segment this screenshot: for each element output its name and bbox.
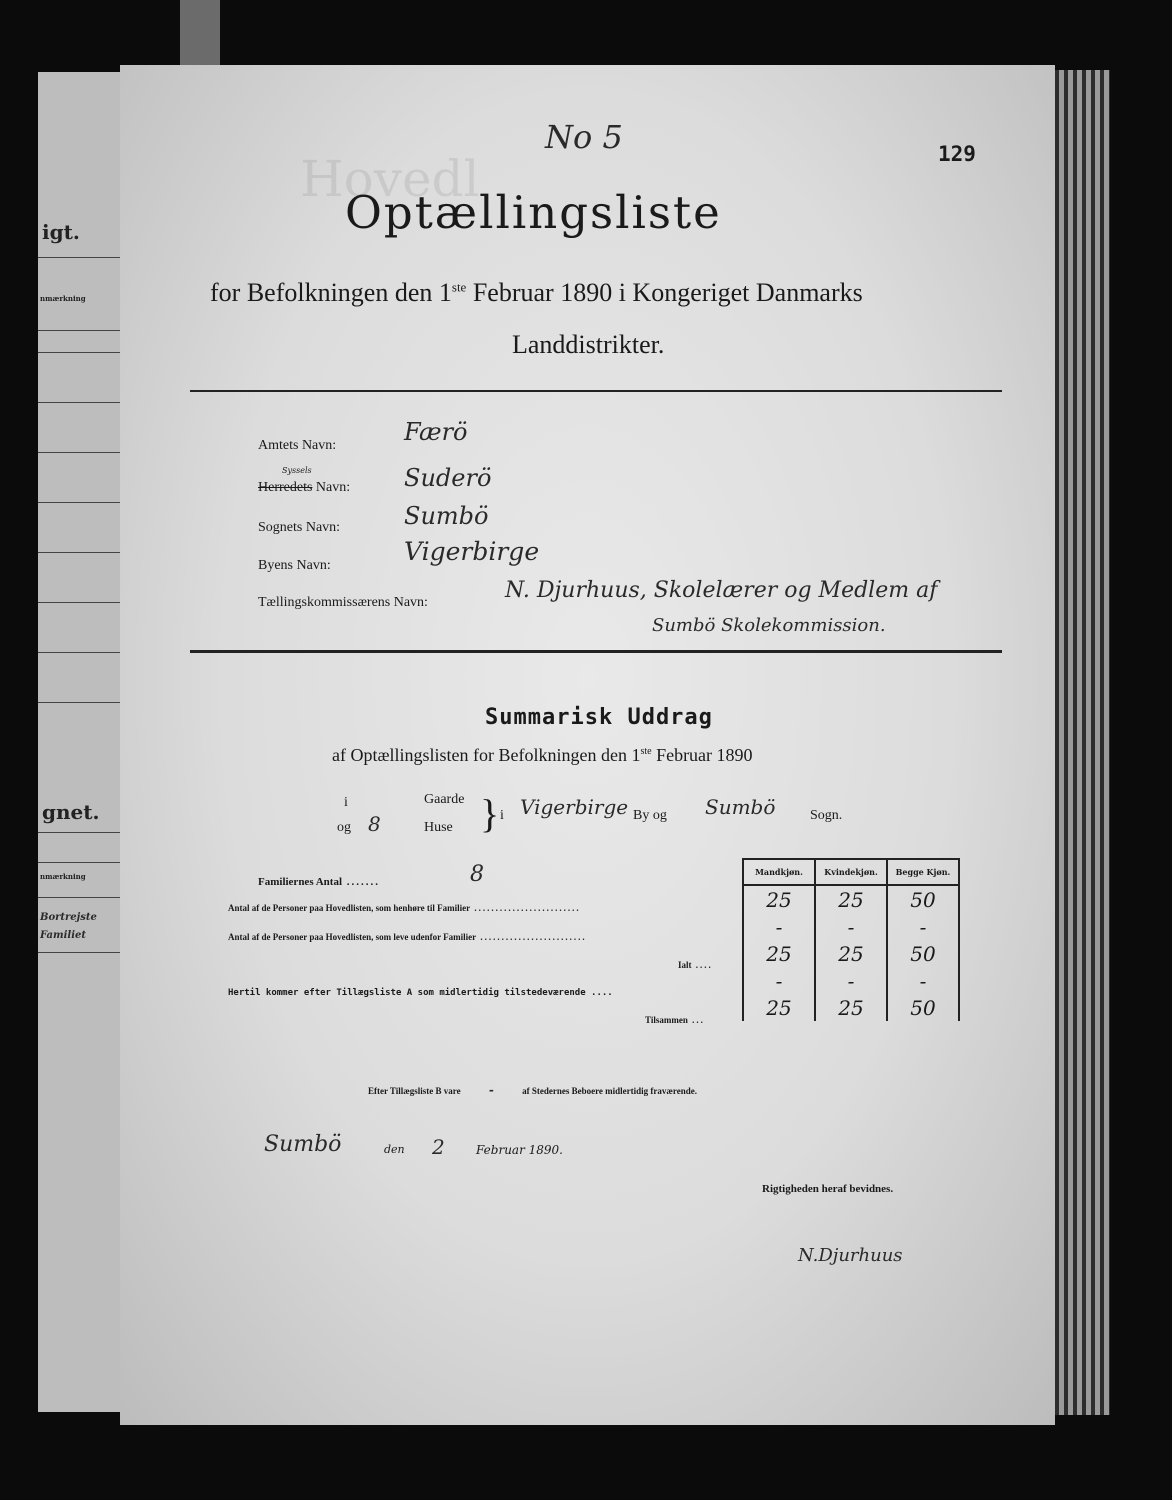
summary-table xyxy=(742,858,960,1021)
row-label-udenfor: Antal af de Personer paa Hovedlisten, som leve udenfor Familier ......................... xyxy=(228,932,587,942)
cell: 50 xyxy=(887,994,959,1021)
summary-sogn-label: Sogn. xyxy=(810,808,843,823)
table-row xyxy=(743,913,959,940)
subtitle-line2: Landdistrikter. xyxy=(512,330,665,359)
cell: 25 xyxy=(815,885,887,913)
left-page-fragment xyxy=(38,72,120,1412)
summary-sub-sup: ste xyxy=(640,746,652,757)
summary-sogn-value: Sumbö xyxy=(705,795,776,819)
left-fragment-top: igt. xyxy=(42,220,80,244)
footer-day: 2 xyxy=(432,1135,445,1159)
list-number: No 5 xyxy=(545,118,623,156)
table-row xyxy=(743,994,959,1021)
summary-sub-post: Februar 1890 xyxy=(651,745,753,765)
cell: 25 xyxy=(743,885,815,913)
left-fragment-mid: gnet. xyxy=(42,800,100,824)
cell: 50 xyxy=(887,885,959,913)
cell: 25 xyxy=(743,940,815,967)
cell: - xyxy=(743,967,815,994)
herred-insert: Syssels xyxy=(282,466,312,475)
summary-brace: } xyxy=(480,791,500,836)
col-header-mand: Mandkjøn. xyxy=(743,859,815,885)
huse-count: 8 xyxy=(368,812,381,836)
kommissaer-value-1: N. Djurhuus, Skolelærer og Medlem af xyxy=(505,578,938,603)
table-row xyxy=(743,885,959,913)
left-fragment-anm-mid: nmærkning xyxy=(40,872,86,881)
cell: 50 xyxy=(887,940,959,967)
cell: 25 xyxy=(815,940,887,967)
footer-place: Sumbö xyxy=(264,1132,342,1157)
row-label-familier: Antal af de Personer paa Hovedlisten, som henhøre til Familier ......................... xyxy=(228,903,581,913)
signature: N.Djurhuus xyxy=(798,1245,903,1266)
summary-i2: i xyxy=(500,808,504,823)
familier-value: 8 xyxy=(470,862,484,887)
tillaeg-b-post: af Stedernes Beboere midlertidig fraværende. xyxy=(522,1086,697,1096)
row-label-ialt: Ialt .... xyxy=(678,960,713,970)
amt-label: Amtets Navn: xyxy=(258,438,337,453)
col-header-begge: Begge Kjøn. xyxy=(887,859,959,885)
row-label-2: Ialt xyxy=(678,960,692,970)
kommissaer-label: Tællingskommissærens Navn: xyxy=(258,595,428,610)
amt-value: Færö xyxy=(404,418,468,446)
sogn-value: Sumbö xyxy=(404,502,489,530)
summary-sub-pre: af Optællingslisten for Befolkningen den 1 xyxy=(332,745,641,765)
col-header-kvinde: Kvindekjøn. xyxy=(815,859,887,885)
left-fragment-anm-top: nmærkning xyxy=(40,294,86,303)
kommissaer-value-2: Sumbö Skolekommission. xyxy=(652,615,886,636)
summary-table-header xyxy=(743,859,959,885)
table-row xyxy=(743,967,959,994)
subtitle-pre: for Befolkningen den 1 xyxy=(210,278,452,307)
header-rule xyxy=(190,390,1002,392)
row-label-tilsammen: Tilsammen ... xyxy=(645,1015,705,1025)
page-number: 129 xyxy=(938,142,976,166)
row-label-tillaeg-a: Hertil kommer efter Tillægsliste A som midlertidig tilstedeværende .... xyxy=(228,988,613,998)
fields-rule xyxy=(190,650,1002,653)
summary-subtitle xyxy=(332,745,753,766)
tillaeg-b-value: - xyxy=(488,1083,494,1097)
summary-og: og xyxy=(337,820,351,835)
subtitle-line1 xyxy=(210,278,863,308)
cell: 25 xyxy=(743,994,815,1021)
footer-attest: Rigtigheden heraf bevidnes. xyxy=(762,1183,894,1195)
footer-date: Februar 1890. xyxy=(476,1143,563,1157)
cell: - xyxy=(887,913,959,940)
subtitle-sup: ste xyxy=(451,279,467,295)
cell: 25 xyxy=(815,994,887,1021)
tillaeg-b-pre: Efter Tillægsliste B vare xyxy=(368,1086,461,1096)
herred-label xyxy=(258,480,350,496)
row-label-1: Antal af de Personer paa Hovedlisten, som leve udenfor Familier xyxy=(228,932,477,942)
row-label-0: Antal af de Personer paa Hovedlisten, som henhøre til Familier xyxy=(228,903,471,913)
tillaeg-b-line xyxy=(368,1083,697,1097)
herred-struck: Herredets xyxy=(258,480,313,495)
row-label-3: Hertil kommer efter Tillægsliste A som midlertidig tilstedeværende xyxy=(228,988,586,998)
familier-label-text: Familiernes Antal xyxy=(258,876,343,888)
binder-clip xyxy=(180,0,220,70)
page-title: Optællingsliste xyxy=(345,186,722,239)
table-row xyxy=(743,940,959,967)
row-label-4: Tilsammen xyxy=(645,1015,688,1025)
cell: - xyxy=(743,913,815,940)
cell: - xyxy=(815,913,887,940)
familier-label: Familiernes Antal ....... xyxy=(258,876,381,888)
cell: - xyxy=(887,967,959,994)
huse-label: Huse xyxy=(424,820,453,835)
page-stack-edges xyxy=(1050,70,1110,1415)
summary-by-og: By og xyxy=(633,808,667,823)
by-value: Vigerbirge xyxy=(404,537,540,566)
gaarde-label: Gaarde xyxy=(424,792,465,807)
summary-by-value: Vigerbirge xyxy=(520,795,629,819)
left-handwritten-1: Bortrejste xyxy=(40,912,97,923)
left-handwritten-2: Familiet xyxy=(40,930,86,941)
herred-value: Suderö xyxy=(404,464,492,492)
summary-heading: Summarisk Uddrag xyxy=(485,705,713,730)
herred-label-text: Navn: xyxy=(312,480,351,495)
subtitle-post: Februar 1890 i Kongeriget Danmarks xyxy=(466,278,863,307)
cell: - xyxy=(815,967,887,994)
bleed-through: Hovedl xyxy=(300,150,480,208)
sogn-label: Sognets Navn: xyxy=(258,520,341,535)
footer-den: den xyxy=(384,1143,405,1156)
by-label: Byens Navn: xyxy=(258,558,331,573)
summary-i: i xyxy=(344,795,348,810)
